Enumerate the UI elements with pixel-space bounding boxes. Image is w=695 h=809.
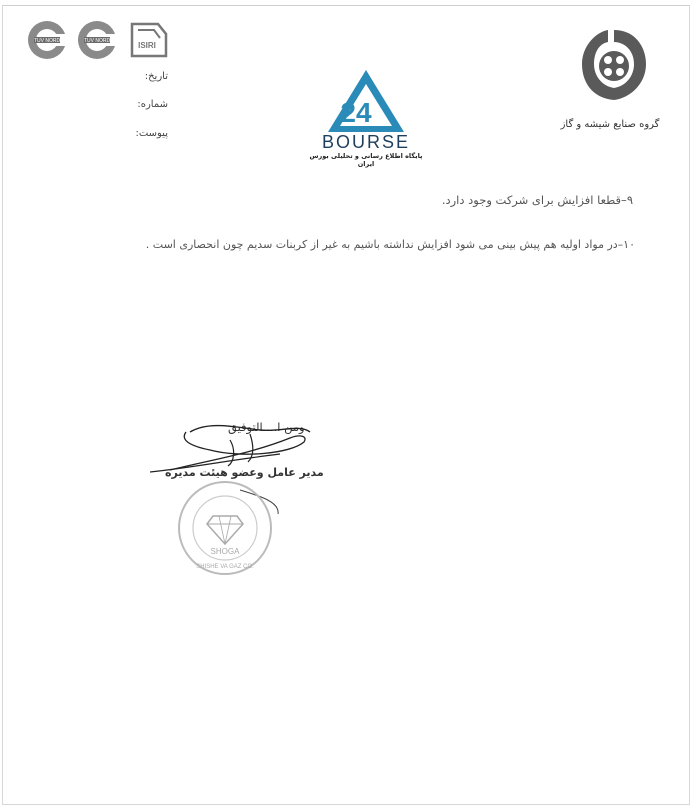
- company-name: گروه صنایع شیشه و گاز: [560, 119, 660, 130]
- body-item-10: ۱۰–در مواد اولیه هم پیش بینی می شود افزایش نداشته باشیم به غیر از کربنات سدیم چون انحصاری است .: [145, 238, 635, 251]
- seal-text-bottom: SHISHE VA GAZ CO.: [196, 564, 254, 570]
- bourse-brand: BOURSE: [321, 132, 411, 152]
- company-seal-stamp: [175, 478, 275, 578]
- cert-label-2: TUV NORD: [83, 38, 111, 44]
- cert-label-3: ISIRI: [138, 41, 156, 50]
- signatory-title: مدیر عامل وعضو هیئت مدیره: [165, 466, 324, 479]
- attachment-label: پیوست:: [135, 128, 168, 139]
- seal-text-top: SHOGA: [210, 547, 240, 556]
- cert-label-1: TUV NORD: [33, 38, 61, 44]
- tuv-cert-icon-2: [76, 19, 118, 61]
- company-logo-icon: [578, 26, 650, 106]
- isiri-standard-icon: [128, 20, 170, 60]
- tuv-cert-icon: [26, 19, 68, 61]
- bourse-caption: پایگاه اطلاع رسانی و تحلیلی بورس ایران: [309, 152, 423, 168]
- body-item-9: ۹–قطعا افزایش برای شرکت وجود دارد.: [441, 193, 633, 207]
- date-label: تاریخ:: [144, 71, 168, 82]
- bourse24-logo: [306, 62, 426, 162]
- closing-phrase: ومن ا... التوفیق: [228, 420, 305, 434]
- number-label: شماره:: [137, 99, 168, 110]
- bourse-number: 24: [340, 97, 372, 128]
